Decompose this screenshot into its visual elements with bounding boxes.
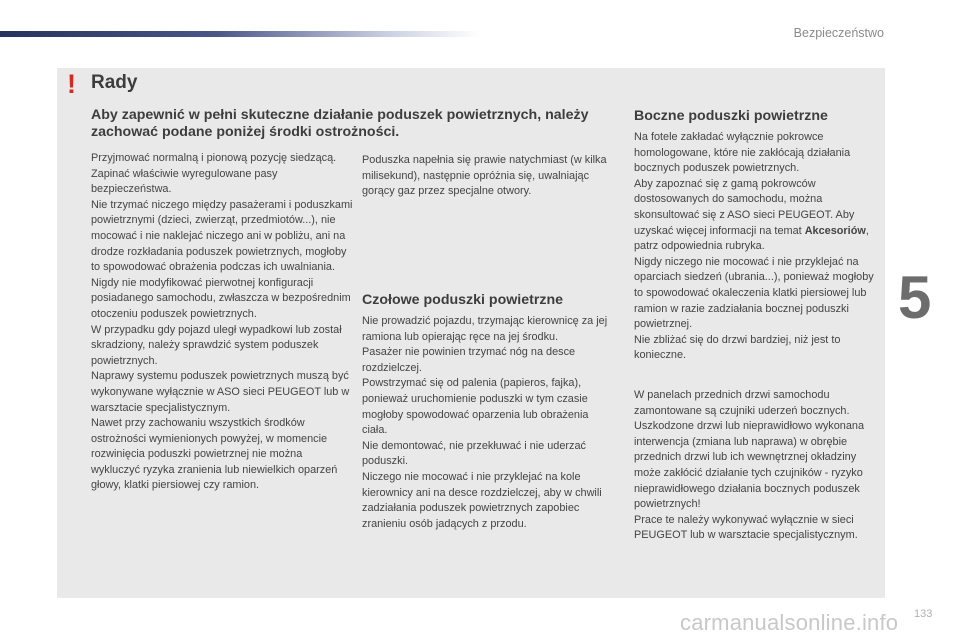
chapter-number: 5	[898, 264, 932, 331]
paragraph: W przypadku gdy pojazd uległ wypadkowi lub został skradziony, należy sprawdzić system poduszek powietrznych.	[91, 323, 342, 367]
paragraph: Na fotele zakładać wyłącznie pokrowce homologowane, które nie zakłócają działania bocznych poduszek powietrznych.	[634, 131, 851, 175]
paragraph: Nigdy niczego nie mocować i nie przyklejać na oparciach siedzeń (ubrania...), ponieważ mogłoby to spowodować okaleczenia klatki piersiowej lub ramion w razie zadziałania bocznej poduszki powietrznej.	[634, 255, 874, 331]
side-airbags-heading: Boczne poduszki powietrzne	[634, 108, 828, 124]
exclamation-icon: !	[67, 69, 76, 99]
paragraph: Poduszka napełnia się prawie natychmiast (w kilka milisekund), następnie opróżnia się, uwalniając gorący gaz przez specjalne otwory.	[362, 154, 607, 198]
paragraph: Naprawy systemu poduszek powietrznych muszą być wykonywane wyłącznie w ASO sieci PEUGEOT lub w warsztacie specjalistycznym.	[91, 370, 350, 414]
page-number: 133	[914, 608, 933, 620]
front-airbags-heading: Czołowe poduszki powietrzne	[362, 292, 564, 308]
paragraph: W panelach przednich drzwi samochodu zamontowane są czujniki uderzeń bocznych.	[634, 389, 850, 417]
intro-heading: Aby zapewnić w pełni skuteczne działanie poduszek powietrznych, należy zachować podane poniżej środki ostrożności.	[91, 107, 589, 140]
column-side-sensors	[634, 388, 882, 544]
watermark: carmanualsonline.info	[680, 610, 899, 635]
paragraph: Zapinać właściwie wyregulowane pasy bezpieczeństwa.	[91, 167, 278, 196]
text-run: Aby zapoznać się z gamą pokrowców dostosowanych do samochodu, można skonsultować się z ASO sieci PEUGEOT. Aby uzyskać więcej informacji na temat	[634, 177, 855, 237]
panel-title: Rady	[91, 72, 138, 93]
paragraph: Przyjmować normalną i pionową pozycję siedzącą.	[91, 152, 337, 164]
paragraph: Uszkodzone drzwi lub nieprawidłowo wykonana interwencja (zmiana lub naprawa) w obrębie przednich drzwi lub ich wewnętrznej okładziny może zakłócić działanie tych czujników - ryzyko nieprawidłowego działania bocznych poduszek powietrznych!	[634, 420, 865, 511]
column-inflation-note	[362, 153, 614, 200]
paragraph: Nie demontować, nie przekłuwać i nie uderzać poduszki.	[362, 439, 586, 468]
paragraph	[634, 177, 882, 255]
paragraph: Pasażer nie powinien trzymać nóg na desce rozdzielczej.	[362, 346, 576, 374]
paragraph: Nie prowadzić pojazdu, trzymając kierownicę za jej ramiona lub opierając ręce na jej środku.	[362, 315, 608, 343]
paragraph: Powstrzymać się od palenia (papieros, fajka), ponieważ uruchomienie poduszki w tym czasie mogłoby spowodować oparzenia lub obrażenia ciała.	[362, 377, 589, 437]
paragraph: Nigdy nie modyfikować pierwotnej konfiguracji posiadanego samochodu, zwłaszcza w bezpośrednim otoczeniu poduszek powietrznych.	[91, 276, 351, 320]
column-front-airbags	[362, 314, 614, 532]
accessories-reference: Akcesoriów	[804, 224, 866, 237]
column-general-advice	[91, 151, 353, 494]
paragraph: Niczego nie mocować i nie przyklejać na kole kierownicy ani na desce rozdzielczej, aby w chwili zadziałania poduszek powietrznych zapobiec zranieniu osób jadących z przodu.	[362, 470, 602, 530]
header-rule	[0, 31, 480, 37]
paragraph: Prace te należy wykonywać wyłącznie w sieci PEUGEOT lub w warsztacie specjalistycznym.	[634, 513, 858, 542]
text-run: , patrz odpowiednia rubryka.	[634, 224, 869, 253]
paragraph: Nie zbliżać się do drzwi bardziej, niż jest to konieczne.	[634, 333, 841, 362]
paragraph: Nie trzymać niczego między pasażerami i poduszkami powietrznymi (dzieci, zwierząt, przedmiotów...), nie mocować i nie naklejać niczego ani w pobliżu, ani na drodze rozkładania poduszek powietrznych, mogłoby to spowodować obrażenia podczas ich uwalniania.	[91, 198, 353, 274]
column-side-airbags	[634, 130, 882, 364]
section-title: Bezpieczeństwo	[793, 26, 884, 40]
paragraph: Nawet przy zachowaniu wszystkich środków ostrożności wymienionych powyżej, w momencie rozwinięcia poduszki powietrznej nie można wykluczyć ryzyka zranienia lub niewielkich oparzeń głowy, klatki piersiowej czy ramion.	[91, 417, 338, 492]
